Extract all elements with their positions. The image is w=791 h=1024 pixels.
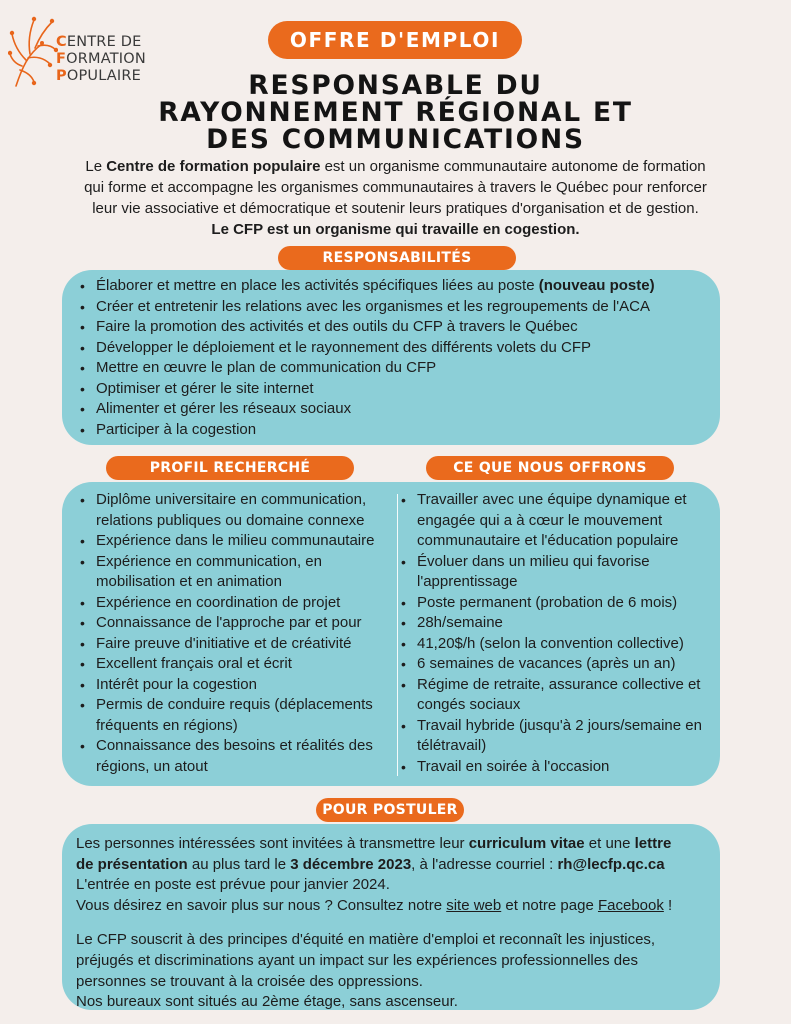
list-item: • Connaissance des besoins et réalités des régions, un atout (78, 736, 374, 777)
list-item: • 6 semaines de vacances (après un an) (399, 654, 702, 675)
responsibilities-panel (62, 270, 720, 445)
equity-line: personnes se trouvant à la croisée des oppressions. (76, 972, 423, 990)
apply-text (76, 834, 736, 1013)
apply-line: de présentation au plus tard le 3 décembre 2023, à l'adresse courriel : rh@lecfp.qc.ca (76, 855, 665, 873)
list-item: • Diplôme universitaire en communication, relations publiques ou domaine connexe (78, 490, 374, 531)
list-item: • Travail en soirée à l'occasion (399, 757, 702, 778)
list-item: • Poste permanent (probation de 6 mois) (399, 593, 702, 614)
profile-heading: PROFIL RECHERCHÉ (106, 456, 354, 480)
list-item: • 41,20$/h (selon la convention collective) (399, 634, 702, 655)
list-item: • Régime de retraite, assurance collective et congés sociaux (399, 675, 702, 716)
list-item: • Expérience dans le milieu communautaire (78, 531, 374, 552)
profile-list (78, 490, 374, 777)
accessibility-line: Nos bureaux sont situés au 2ème étage, sans ascenseur. (76, 993, 458, 1011)
list-item: • Travail hybride (jusqu'à 2 jours/semaine en télétravail) (399, 716, 702, 757)
job-title: RESPONSABLE DU RAYONNEMENT RÉGIONAL ET DES COMMUNICATIONS (158, 70, 633, 155)
responsibilities-list (78, 276, 655, 440)
list-item: • Mettre en œuvre le plan de communication du CFP (78, 358, 655, 379)
website-link[interactable]: site web (446, 896, 502, 914)
offer-list (399, 490, 702, 777)
list-item: • 28h/semaine (399, 613, 702, 634)
list-item: • Travailler avec une équipe dynamique et engagée qui a à cœur le mouvement communautaire et l'éducation populaire (399, 490, 702, 552)
column-divider (397, 494, 398, 776)
responsibilities-heading: RESPONSABILITÉS (278, 246, 516, 270)
list-item: • Alimenter et gérer les réseaux sociaux (78, 399, 655, 420)
list-item: • Optimiser et gérer le site internet (78, 379, 655, 400)
logo-wordmark: CENTRE DE FORMATION POPULAIRE (56, 34, 146, 84)
list-item: • Faire preuve d'initiative et de créativité (78, 634, 374, 655)
equity-line: Le CFP souscrit à des principes d'équité en matière d'emploi et reconnaît les injustices, (76, 931, 656, 949)
list-item: • Développer le déploiement et le rayonnement des différents volets du CFP (78, 338, 655, 359)
offer-heading: CE QUE NOUS OFFRONS (426, 456, 674, 480)
list-item: • Expérience en communication, en mobilisation et en animation (78, 552, 374, 593)
apply-heading: POUR POSTULER (316, 798, 464, 822)
list-item: • Élaborer et mettre en place les activités spécifiques liées au poste (nouveau poste) (78, 276, 655, 297)
job-offer-badge: OFFRE D'EMPLOI (268, 21, 522, 59)
start-date-line: L'entrée en poste est prévue pour janvier 2024. (76, 876, 390, 894)
list-item: • Excellent français oral et écrit (78, 654, 374, 675)
apply-line: Les personnes intéressées sont invitées à transmettre leur curriculum vitae et une lettre (76, 835, 672, 852)
list-item: • Expérience en coordination de projet (78, 593, 374, 614)
email-link[interactable]: rh@lecfp.qc.ca (557, 855, 665, 873)
list-item: • Évoluer dans un milieu qui favorise l'apprentissage (399, 552, 702, 593)
list-item: • Créer et entretenir les relations avec les organismes et les regroupements de l'ACA (78, 297, 655, 318)
equity-line: préjugés et discriminations ayant un impact sur les expériences professionnelles des (76, 951, 638, 969)
list-item: • Intérêt pour la cogestion (78, 675, 374, 696)
intro-paragraph: Le Centre de formation populaire est un organisme communautaire autonome de formation qui forme et accompagne les organismes communautaires à travers le Québec pour renforcer leur vie associative et démocratique et soutenir leurs pratiques d'organisation et de gestion. Le CFP est un organisme qui travaille en cogestion. (84, 158, 707, 238)
list-item: • Participer à la cogestion (78, 420, 655, 441)
list-item: • Faire la promotion des activités et des outils du CFP à travers le Québec (78, 317, 655, 338)
list-item: • Permis de conduire requis (déplacements fréquents en régions) (78, 695, 374, 736)
more-info-line: Vous désirez en savoir plus sur nous ? Consultez notre site web et notre page Facebook ! (76, 896, 673, 914)
facebook-link[interactable]: Facebook (597, 896, 664, 914)
list-item: • Connaissance de l'approche par et pour (78, 613, 374, 634)
